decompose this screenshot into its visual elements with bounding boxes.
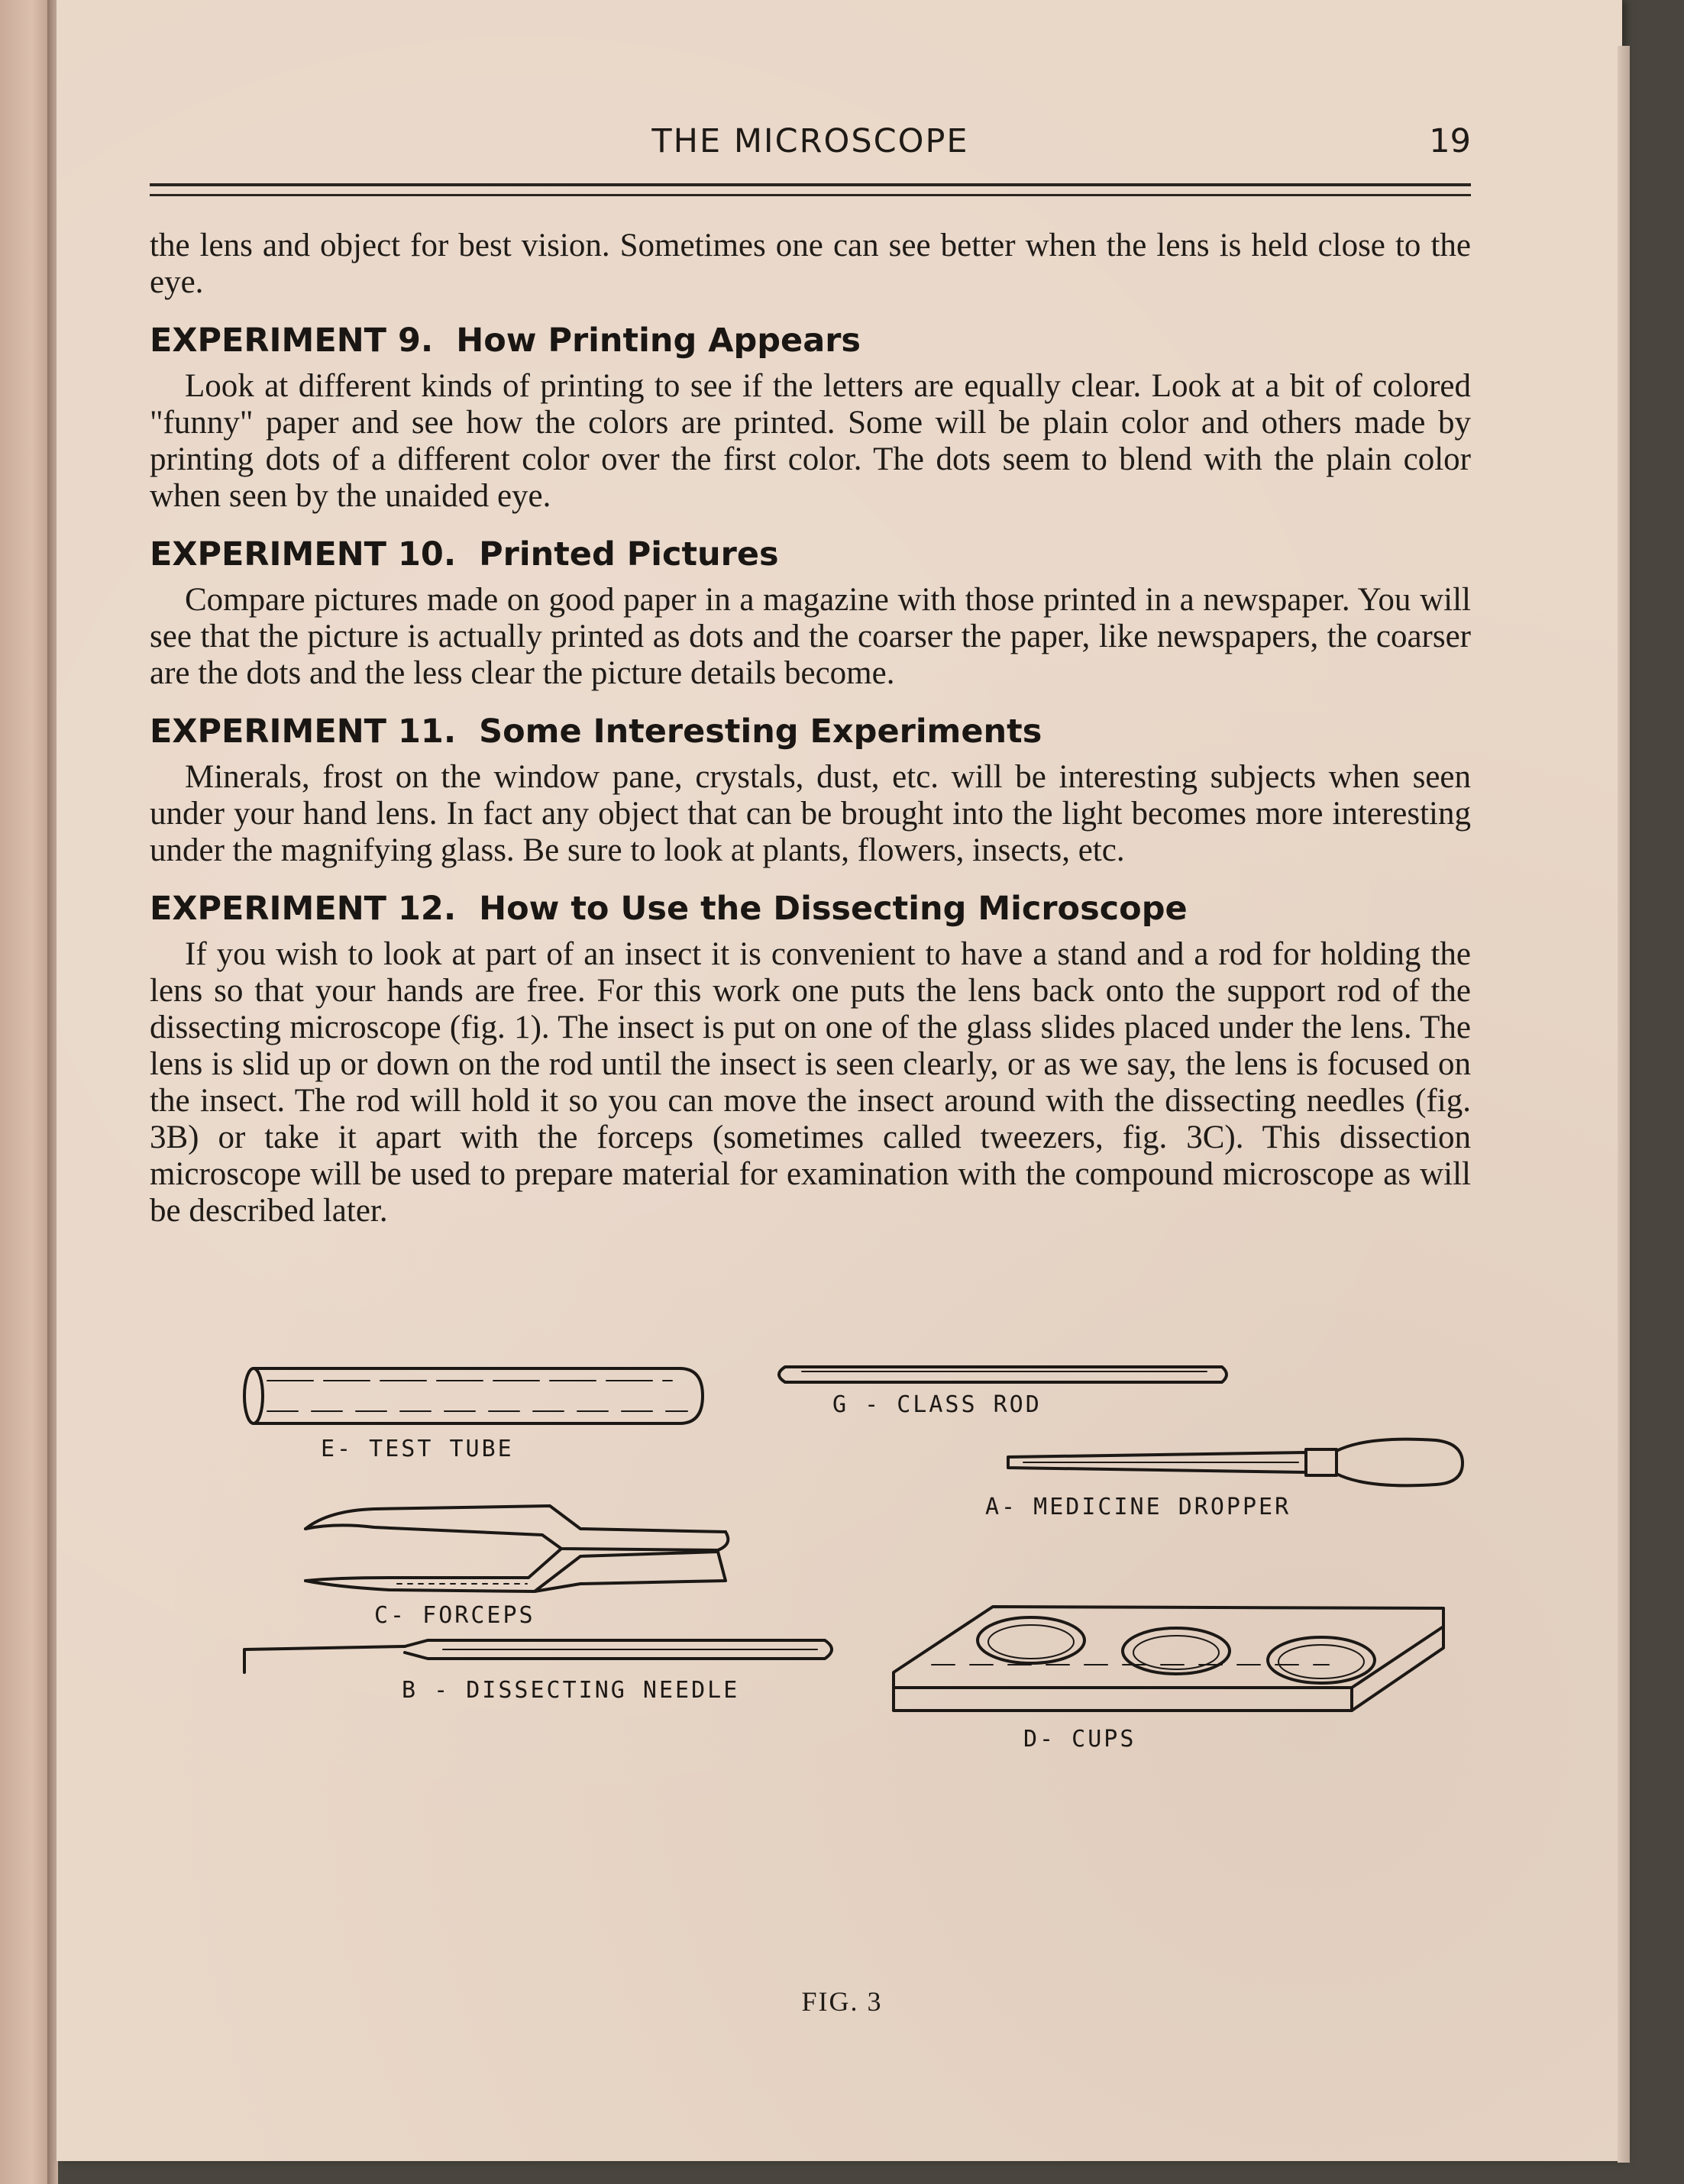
medicine-dropper-drawing <box>1008 1439 1463 1486</box>
experiment-12-heading <box>150 889 1471 929</box>
medicine-dropper-label: A- MEDICINE DROPPER <box>985 1494 1291 1520</box>
header-rule-bottom <box>150 194 1471 196</box>
experiment-10-title: Printed Pictures <box>479 535 779 573</box>
forceps-label: C- FORCEPS <box>374 1602 535 1629</box>
left-facing-page <box>0 0 53 2184</box>
intro-paragraph: the lens and object for best vision. Sometimes one can see better when the lens is held close to the eye. <box>150 228 1471 300</box>
experiment-9-number: EXPERIMENT 9. <box>150 321 434 360</box>
page-header <box>150 122 1471 176</box>
experiment-10-heading <box>150 535 1471 574</box>
experiment-9-heading <box>150 321 1471 360</box>
experiment-9-text: Look at different kinds of printing to see if the letters are equally clear. Look at a bit of colored "funny" paper and see how the colors are printed. Some will be plain color and others made by printing dots of a different color over the first color. The dots seem to blend with the plain color when seen by the unaided eye. <box>150 368 1471 514</box>
glass-rod-drawing <box>779 1367 1227 1382</box>
experiment-10-number: EXPERIMENT 10. <box>150 535 457 573</box>
experiment-11-title: Some Interesting Experiments <box>479 712 1042 751</box>
experiment-9-title: How Printing Appears <box>456 321 861 360</box>
body-text <box>150 228 1471 1229</box>
glass-rod-label: G - CLASS ROD <box>832 1391 1042 1418</box>
test-tube-drawing <box>244 1368 703 1423</box>
dissecting-needle-label: B - DISSECTING NEEDLE <box>402 1677 740 1704</box>
header-rule-top <box>150 183 1471 186</box>
experiment-11-text: Minerals, frost on the window pane, crystals, dust, etc. will be interesting subjects when seen under your hand lens. In fact any object that can be brought into the light becomes more interesting under the magnifying glass. Be sure to look at plants, flowers, insects, etc. <box>150 759 1471 868</box>
figure-caption: FIG. 3 <box>801 1986 883 2017</box>
page-edge <box>1618 46 1630 2163</box>
experiment-12-text: If you wish to look at part of an insect it is convenient to have a stand and a rod for holding the lens so that your hands are free. For this work one puts the lens back onto the support rod of the dissecting microscope (fig. 1). The insect is put on one of the glass slides placed under the lens. The lens is slid up or down on the rod until the insect is seen clearly, or as we say, the lens is focused on the insect. The rod will hold it so you can move the insect around with the dissecting needles (fig. 3B) or take it apart with the forceps (sometimes called tweezers, fig. 3C). This dissection microscope will be used to prepare material for examination with the compound microscope as will be described later. <box>150 936 1471 1229</box>
experiment-11-heading <box>150 712 1471 751</box>
test-tube-label: E- TEST TUBE <box>321 1436 514 1462</box>
experiment-12-number: EXPERIMENT 12. <box>150 890 457 928</box>
experiment-12-title: How to Use the Dissecting Microscope <box>479 890 1188 928</box>
experiment-11-number: EXPERIMENT 11. <box>150 712 457 751</box>
experiment-10-text: Compare pictures made on good paper in a magazine with those printed in a newspaper. You will see that the picture is actually printed as dots and the coarser the paper, like newspapers, the coarser are the dots and the less clear the picture details become. <box>150 582 1471 691</box>
running-title: THE MICROSCOPE <box>651 122 969 160</box>
cups-label: D- CUPS <box>1023 1726 1136 1753</box>
cups-drawing <box>894 1607 1443 1711</box>
figure-3-illustration <box>221 1352 1474 1779</box>
forceps-drawing <box>305 1506 728 1591</box>
page-number: 19 <box>1429 122 1471 160</box>
dissecting-needle-drawing <box>244 1640 832 1672</box>
